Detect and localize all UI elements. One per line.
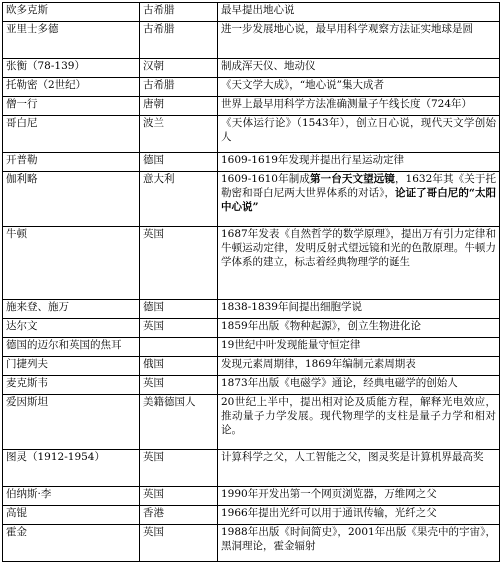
country-or-era: 德国 <box>140 300 218 319</box>
achievement: 制成浑天仪、地动仪 <box>218 59 500 78</box>
achievement: 1988年出版《时间简史》，2001年出版《果壳中的宇宙》，黑洞理论，霍金辐射 <box>218 525 500 562</box>
country-or-era: 唐朝 <box>140 97 218 116</box>
scientist-name: 托勒密（2世纪） <box>3 78 140 97</box>
achievement: 1609-1619年发现并提出行星运动定律 <box>218 153 500 172</box>
table-row <box>3 300 500 319</box>
table-row <box>3 450 500 487</box>
achievement-bold-text: 论证了哥白尼的“太阳中心说” <box>221 187 497 213</box>
table-body <box>3 3 500 562</box>
table-row <box>3 22 500 59</box>
achievement: 1859年出版《物种起源》，创立生物进化论 <box>218 319 500 338</box>
table-row <box>3 525 500 562</box>
scientist-name: 图灵（1912-1954） <box>3 450 140 487</box>
table-row <box>3 338 500 357</box>
country-or-era: 古希腊 <box>140 3 218 22</box>
table-row <box>3 78 500 97</box>
country-or-era: 英国 <box>140 227 218 300</box>
achievement: 1873年出版《电磁学》通论，经典电磁学的创始人 <box>218 376 500 395</box>
scientist-name: 门捷列夫 <box>3 357 140 376</box>
scientist-name: 张衡（78-139） <box>3 59 140 78</box>
table-row <box>3 376 500 395</box>
achievement-text: 1609-1610年制成 <box>221 173 310 185</box>
scientist-name: 达尔文 <box>3 319 140 338</box>
table-row <box>3 487 500 506</box>
achievement: 计算科学之父，人工智能之父，图灵奖是计算机界最高奖 <box>218 450 500 487</box>
scientist-name: 霍金 <box>3 525 140 562</box>
scientist-name: 施来登、施万 <box>3 300 140 319</box>
scientists-table <box>2 2 500 562</box>
scientist-name: 亚里士多德 <box>3 22 140 59</box>
table-row <box>3 357 500 376</box>
achievement: 《天文学大成》，“地心说”集大成者 <box>218 78 500 97</box>
table-row <box>3 319 500 338</box>
country-or-era: 意大利 <box>140 172 218 227</box>
scientist-name: 德国的迈尔和英国的焦耳 <box>3 338 140 357</box>
achievement: 19世纪中叶发现能量守恒定律 <box>218 338 500 357</box>
country-or-era <box>140 338 218 357</box>
achievement: 发现元素周期律，1869年编制元素周期表 <box>218 357 500 376</box>
country-or-era: 古希腊 <box>140 22 218 59</box>
scientist-name: 高锟 <box>3 506 140 525</box>
country-or-era: 香港 <box>140 506 218 525</box>
achievement: 1966年提出光纤可以用于通讯传输，光纤之父 <box>218 506 500 525</box>
country-or-era: 英国 <box>140 319 218 338</box>
scientist-name: 爱因斯坦 <box>3 395 140 450</box>
country-or-era: 英国 <box>140 525 218 562</box>
table-row <box>3 395 500 450</box>
table-row <box>3 59 500 78</box>
table-row <box>3 227 500 300</box>
scientist-name: 麦克斯韦 <box>3 376 140 395</box>
table-row <box>3 506 500 525</box>
table-row <box>3 3 500 22</box>
country-or-era: 美籍德国人 <box>140 395 218 450</box>
country-or-era: 德国 <box>140 153 218 172</box>
achievement: 20世纪上半中，提出相对论及质能方程，解释光电效应，推动量子力学发展。现代物理学的支柱是量子力学和相对论。 <box>218 395 500 450</box>
table-row <box>3 153 500 172</box>
scientist-name: 开普勒 <box>3 153 140 172</box>
achievement-bold-text: 第一台天文望远镜 <box>309 173 395 185</box>
country-or-era: 英国 <box>140 450 218 487</box>
table-row <box>3 116 500 153</box>
achievement: 1687年发表《自然哲学的数学原理》，提出万有引力定律和牛顿运动定律，发明反射式望远镜和光的色散原理。牛顿力学体系的建立，标志着经典物理学的诞生 <box>218 227 500 300</box>
country-or-era: 波兰 <box>140 116 218 153</box>
scientist-name: 牛顿 <box>3 227 140 300</box>
scientist-name: 伯纳斯·李 <box>3 487 140 506</box>
achievement: 《天体运行论》（1543年），创立日心说，现代天文学创始人 <box>218 116 500 153</box>
achievement: 1990年开发出第一个网页浏览器，万维网之父 <box>218 487 500 506</box>
achievement: 1838-1839年间提出细胞学说 <box>218 300 500 319</box>
achievement: 世界上最早用科学方法准确测量子午线长度（724年） <box>218 97 500 116</box>
country-or-era: 俄国 <box>140 357 218 376</box>
country-or-era: 古希腊 <box>140 78 218 97</box>
achievement-text: ，1632年其《关于托勒密和哥白尼两大世界体系的对话》， <box>221 173 496 199</box>
table-row <box>3 172 500 227</box>
scientist-name: 僧一行 <box>3 97 140 116</box>
table-row <box>3 97 500 116</box>
country-or-era: 汉朝 <box>140 59 218 78</box>
achievement: 进一步发展地心说，最早用科学观察方法证实地球是圆 <box>218 22 500 59</box>
country-or-era: 英国 <box>140 487 218 506</box>
achievement <box>218 172 500 227</box>
country-or-era: 英国 <box>140 376 218 395</box>
scientist-name: 欧多克斯 <box>3 3 140 22</box>
scientist-name: 伽利略 <box>3 172 140 227</box>
achievement: 最早提出地心说 <box>218 3 500 22</box>
scientist-name: 哥白尼 <box>3 116 140 153</box>
